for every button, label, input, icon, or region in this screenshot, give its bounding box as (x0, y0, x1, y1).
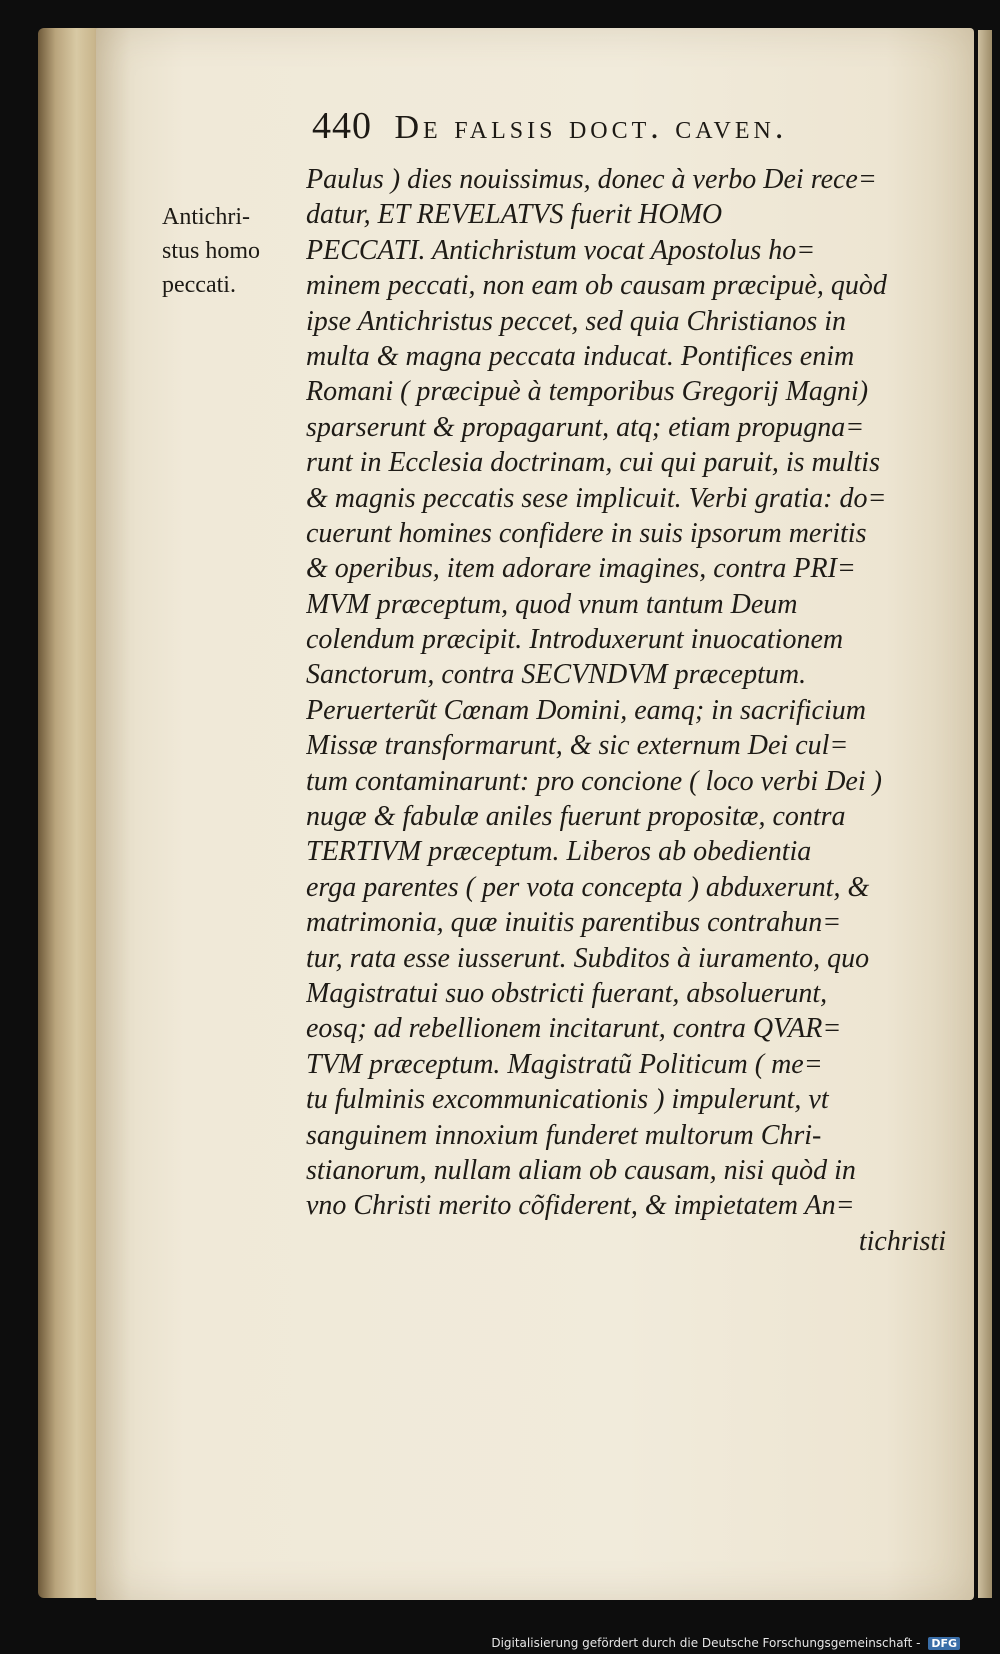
text-line: colendum præcipit. Introduxerunt inuocationem (306, 624, 844, 656)
credit-text: Digitalisierung gefördert durch die Deutsche Forschungsgemeinschaft - (491, 1636, 921, 1650)
marginal-note (162, 200, 292, 302)
text-line: MVM præceptum, quod vnum tantum Deum (306, 588, 798, 620)
running-head (312, 104, 932, 154)
text-line: tur, rata esse iusserunt. Subditos à iuramento, quo (306, 942, 870, 974)
text-line: sanguinem innoxium funderet multorum Chri- (306, 1119, 822, 1151)
text-line: erga parentes ( per vota concepta ) abduxerunt, & (306, 871, 870, 903)
text-line: cuerunt homines confidere in suis ipsorum meritis (306, 517, 867, 549)
running-title: De falsis doct. caven. (394, 109, 788, 146)
marginal-note-line: Antichri- (162, 204, 250, 230)
text-line: runt in Ecclesia doctrinam, cui qui paruit, is multis (306, 447, 880, 479)
text-line: TERTIVM præceptum. Liberos ab obedientia (306, 836, 812, 868)
text-line: eosq; ad rebellionem incitarunt, contra QVAR= (306, 1013, 842, 1045)
marginal-note-line: peccati. (162, 272, 236, 298)
text-line: Peruerterũt Cœnam Domini, eamq; in sacrificium (306, 694, 866, 726)
text-line: sparserunt & propagarunt, atq; etiam propugna= (306, 411, 865, 443)
text-line: TVM præceptum. Magistratũ Politicum ( me= (306, 1048, 823, 1080)
text-line: minem peccati, non eam ob causam præcipuè, quòd (306, 270, 887, 302)
text-line: vno Christi merito cõfiderent, & impietatem An= (306, 1190, 855, 1222)
marginal-note-line: stus homo (162, 238, 261, 264)
text-line: tum contaminarunt: pro concione ( loco verbi Dei ) (306, 765, 882, 797)
text-line: stianorum, nullam aliam ob causam, nisi quòd in (306, 1154, 856, 1186)
text-line: tu fulminis excommunicationis ) impulerunt, vt (306, 1084, 829, 1116)
text-line: Missæ transformarunt, & sic externum Dei cul= (306, 730, 849, 762)
text-line: matrimonia, quæ inuitis parentibus contrahun= (306, 907, 842, 939)
dfg-logo: DFG (928, 1637, 960, 1650)
text-line: ipse Antichristus peccet, sed quia Christianos in (306, 305, 847, 337)
text-line: datur, ET REVELATVS fuerit HOMO (306, 199, 723, 231)
text-line: & operibus, item adorare imagines, contra PRI= (306, 553, 856, 585)
page-right-edge (978, 30, 992, 1598)
text-line: Romani ( præcipuè à temporibus Gregorij Magni) (306, 376, 869, 408)
text-line: Magistratui suo obstricti fuerant, absoluerunt, (306, 977, 828, 1009)
text-line: Sanctorum, contra SECVNDVM præceptum. (306, 659, 807, 691)
text-line: nugæ & fabulæ aniles fuerunt propositæ, contra (306, 801, 846, 833)
digitization-credit (491, 1636, 960, 1650)
catchword: tichristi (858, 1225, 946, 1257)
text-line: multa & magna peccata inducat. Pontifices enim (306, 340, 855, 372)
page-number: 440 (312, 105, 372, 147)
text-line: & magnis peccatis sese implicuit. Verbi gratia: do= (306, 482, 887, 514)
body-text (306, 162, 946, 1259)
text-line: Paulus ) dies nouissimus, donec à verbo Dei rece= (306, 164, 877, 195)
text-line: PECCATI. Antichristum vocat Apostolus ho= (306, 234, 816, 266)
